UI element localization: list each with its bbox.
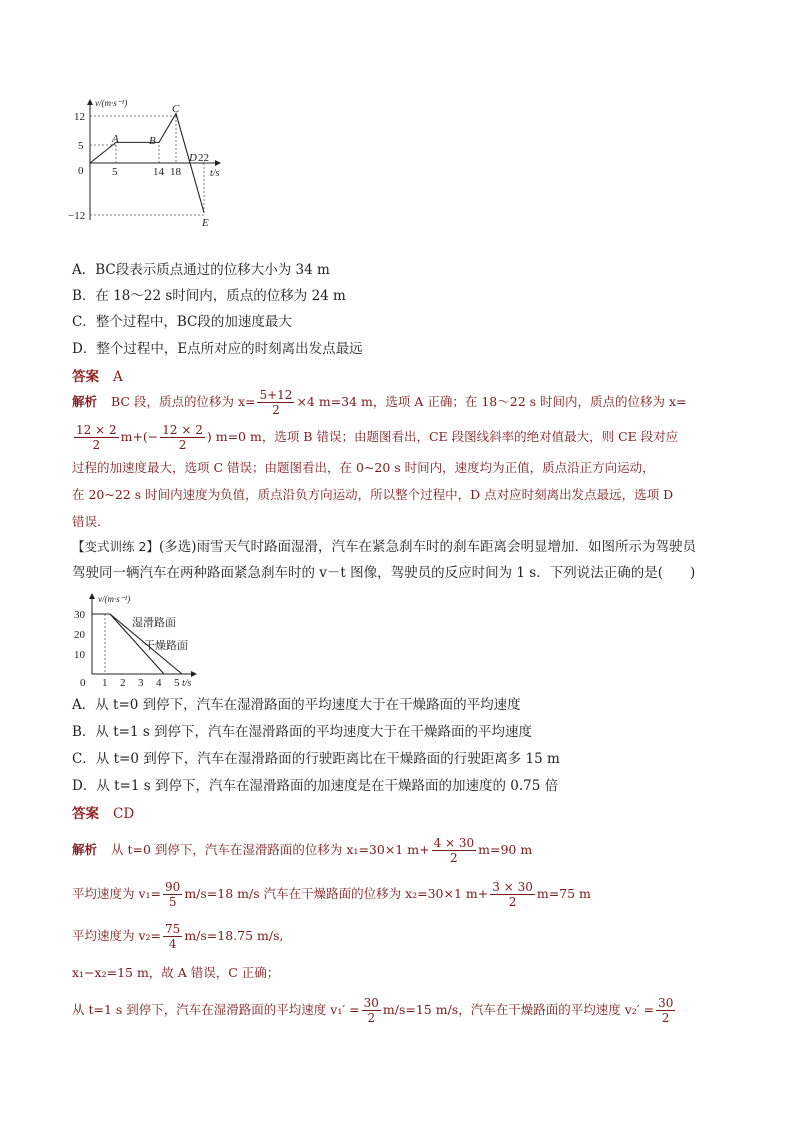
chart-2-vt-graph — [70, 590, 210, 690]
q1-option-d: D．整个过程中，E点所对应的时刻离出发点最远 — [72, 341, 363, 357]
q1-option-c: C．整个过程中，BC段的加速度最大 — [72, 314, 292, 330]
q2-analysis-line-1: 解析 从 t=0 到停下，汽车在湿滑路面的位移为 x₁=30×1 m+ $\frac{4 \times 30}{2}$ m=90 m — [72, 835, 533, 865]
q2-option-a: A．从 t=0 到停下，汽车在湿滑路面的平均速度大于在干燥路面的平均速度 — [72, 697, 521, 713]
dry-road-label: 干燥路面 — [144, 640, 188, 652]
y-tick-0: 0 — [80, 677, 86, 689]
q2-analysis-line-2: 平均速度为 v₁= $\frac{90}{5}$ m/s=18 m/s 汽车在干燥路面的位移为 x₂=30×1 m+ $\frac{3 \times 30}{2}$ m=75 m — [72, 879, 591, 909]
point-a-label: A — [112, 133, 119, 145]
q1-analysis-line-2: $\frac{12 \times 2}{2}$ m+(− $\frac{12 \times 2}{2}$ ) m=0 m，选项 B 错误；由题图看出，CE 段图线斜率的绝对值最大，则 CE 段对应 — [76, 422, 679, 452]
q2-answer: 答案 CD — [72, 806, 135, 822]
point-b-label: B — [149, 135, 156, 147]
x-tick-4: 4 — [156, 677, 162, 689]
y-tick-10: 10 — [74, 649, 85, 661]
x-tick-22: 22 — [198, 152, 209, 164]
q2-analysis-line-4: x₁−x₂=15 m，故 A 错误，C 正确； — [72, 965, 280, 980]
x-tick-5: 5 — [112, 166, 118, 178]
q1-option-b: B．在 18～22 s时间内，质点的位移为 24 m — [72, 288, 346, 304]
x-tick-2: 2 — [120, 677, 126, 689]
x-tick-18: 18 — [170, 166, 181, 178]
q2-analysis-line-5: 从 t=1 s 到停下，汽车在湿滑路面的平均速度 v₁′ = $\frac{30}{2}$ m/s=15 m/s，汽车在干燥路面的平均速度 v₂′ = $\frac{30}{2}$ — [72, 995, 674, 1025]
q1-option-a: A．BC段表示质点通过的位移大小为 34 m — [72, 262, 330, 278]
y-tick-20: 20 — [74, 629, 85, 641]
x-tick-5: 5 — [174, 677, 180, 689]
chart-1-vt-graph — [70, 90, 240, 230]
point-d-label: D — [189, 152, 197, 164]
q1-analysis-line-1: 解析 BC 段，质点的位移为 x= $\frac{5+12}{2}$ ×4 m=34 m，选项 A 正确；在 18～22 s 时间内，质点的位移为 x= — [72, 387, 687, 417]
q1-analysis-line-5: 错误． — [72, 514, 110, 529]
q1-answer: 答案 A — [72, 369, 123, 385]
y-tick-12: 12 — [74, 111, 85, 123]
y-tick-5: 5 — [78, 140, 84, 152]
x-tick-14: 14 — [153, 166, 164, 178]
x-axis-label: t/s — [182, 678, 192, 689]
y-tick-0: 0 — [78, 165, 84, 177]
q2-option-d: D．从 t=1 s 到停下，汽车在湿滑路面的加速度是在干燥路面的加速度的 0.75 倍 — [72, 778, 559, 794]
x-tick-1: 1 — [102, 677, 108, 689]
q2-stem-line-2: 驾驶同一辆汽车在两种路面紧急刹车时的 v－t 图像，驾驶员的反应时间为 1 s．下列说法正确的是( ) — [72, 565, 696, 581]
q2-option-b: B．从 t=1 s 到停下，汽车在湿滑路面的平均速度大于在干燥路面的平均速度 — [72, 724, 533, 740]
q2-option-c: C．从 t=0 到停下，汽车在湿滑路面的行驶距离比在干燥路面的行驶距离多 15 m — [72, 751, 560, 767]
point-c-label: C — [172, 103, 180, 115]
y-axis-label: v/(m·s⁻¹) — [98, 594, 131, 604]
q2-analysis-line-3: 平均速度为 v₂= $\frac{75}{4}$ m/s=18.75 m/s, — [72, 921, 284, 951]
q1-analysis-line-3: 过程的加速度最大，选项 C 错误；由题图看出，在 0~20 s 时间内，速度均为正值，质点沿正方向运动， — [72, 460, 655, 475]
q1-analysis-line-4: 在 20~22 s 时间内速度为负值，质点沿负方向运动，所以整个过程中，D 点对应时刻离出发点最远，选项 D — [72, 487, 674, 502]
x-axis-label: t/s — [210, 168, 220, 179]
y-tick-neg12: −12 — [68, 210, 86, 222]
point-e-label: E — [202, 217, 209, 229]
wet-road-label: 湿滑路面 — [132, 617, 176, 629]
y-tick-30: 30 — [74, 609, 85, 621]
y-axis-label: v/(m·s⁻¹) — [95, 98, 128, 108]
x-tick-3: 3 — [138, 677, 144, 689]
q2-stem-line-1: 【变式训练 2】(多选)雨雪天气时路面湿滑，汽车在紧急刹车时的刹车距离会明显增加．如图所示为驾驶员 — [72, 539, 696, 555]
